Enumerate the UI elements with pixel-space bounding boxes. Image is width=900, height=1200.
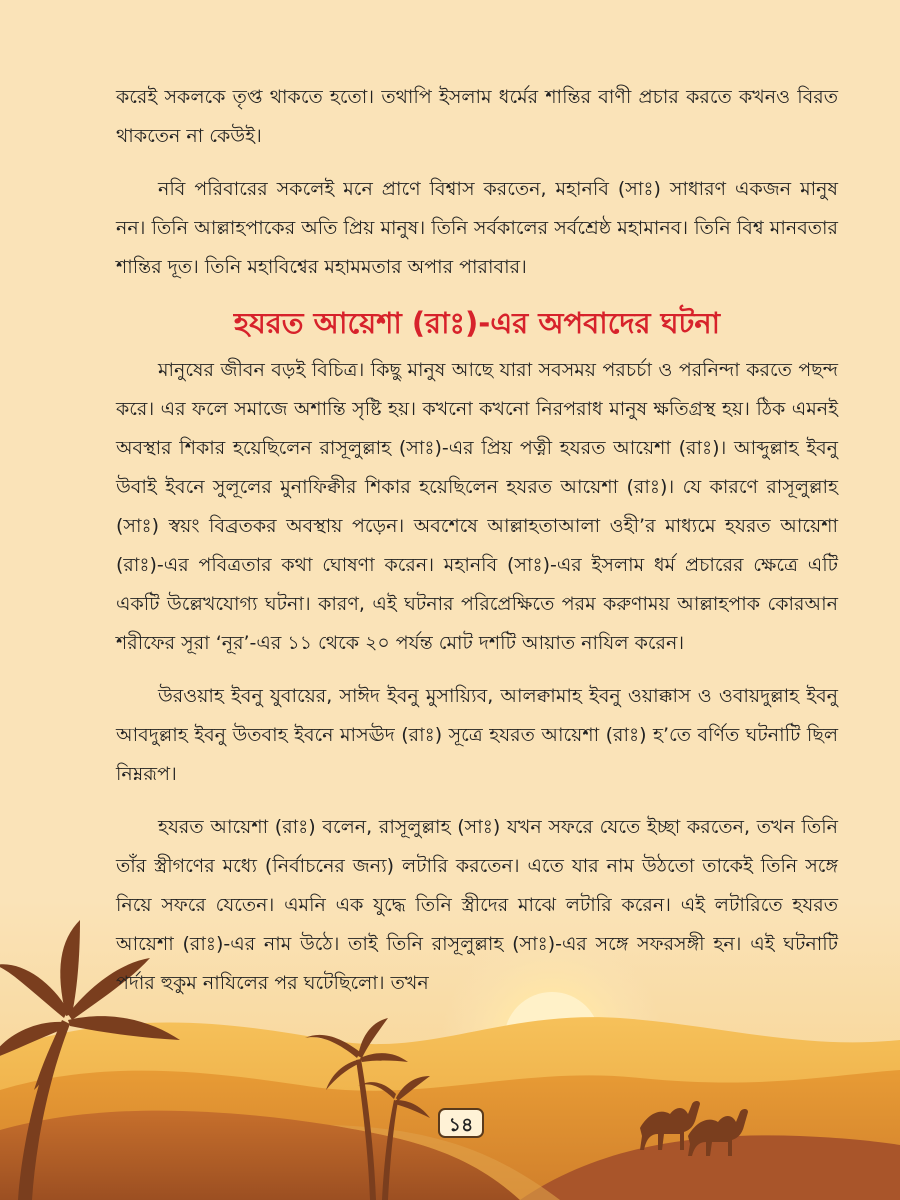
paragraph: নবি পরিবারের সকলেই মনে প্রাণে বিশ্বাস করতেন, মহানবি (সাঃ) সাধারণ একজন মানুষ নন। তিনি আল্লাহপাকের অতি প্রিয় মানুষ। তিনি সর্বকালের সর্বশ্রেষ্ঠ মহামানব। তিনি বিশ্ব মানবতার শান্তির দূত। তিনি মহাবিশ্বের মহামমতার অপার পারাবার। bbox=[116, 178, 838, 278]
paragraph: উরওয়াহ ইবনু যুবায়ের, সাঈদ ইবনু মুসায়্যিব, আলক্বামাহ ইবনু ওয়াক্কাস ও ওবায়দুল্লাহ ইবনু আবদুল্লাহ ইবনু উতবাহ ইবনে মাসঊদ (রাঃ) সূত্রে হযরত আয়েশা (রাঃ) হ’তে বর্ণিত ঘটনাটি ছিল নিম্নরূপ। bbox=[116, 685, 838, 785]
paragraph: হযরত আয়েশা (রাঃ) বলেন, রাসূলুল্লাহ (সাঃ) যখন সফরে যেতে ইচ্ছা করতেন, তখন তিনি তাঁর স্ত্রীগণের মধ্যে (নির্বাচনের জন্য) লটারি করতেন। এতে যার নাম উঠতো তাকেই তিনি সঙ্গে নিয়ে সফরে যেতেন। এমনি এক যুদ্ধে তিনি স্ত্রীদের মাঝে লটারি করেন। এই লটারিতে হযরত আয়েশা (রাঃ)-এর নাম উঠে। তাই তিনি রাসূলুল্লাহ (সাঃ)-এর সঙ্গে সফরসঙ্গী হন। এই ঘটনাটি পর্দার হুকুম নাযিলের পর ঘটেছিলো। তখন bbox=[116, 816, 838, 994]
page-text bbox=[116, 78, 838, 1017]
paragraph: করেই সকলকে তৃপ্ত থাকতে হতো। তথাপি ইসলাম ধর্মের শান্তির বাণী প্রচার করতে কখনও বিরত থাকতেন না কেউই। bbox=[116, 86, 838, 147]
section-heading: হযরত আয়েশা (রাঃ)-এর অপবাদের ঘটনা bbox=[233, 306, 721, 340]
page-number: ১৪ bbox=[438, 1108, 484, 1138]
paragraph: মানুষের জীবন বড়ই বিচিত্র। কিছু মানুষ আছে যারা সবসময় পরচর্চা ও পরনিন্দা করতে পছন্দ করে। এর ফলে সমাজে অশান্তি সৃষ্টি হয়। কখনো কখনো নিরপরাধ মানুষ ক্ষতিগ্রস্থ হয়। ঠিক এমনই অবস্থার শিকার হয়েছিলেন রাসূলুল্লাহ (সাঃ)-এর প্রিয় পত্নী হযরত আয়েশা (রাঃ)। আব্দুল্লাহ ইবনু উবাই ইবনে সুলূলের মুনাফিক্বীর শিকার হয়েছিলেন হযরত আয়েশা (রাঃ)। যে কারণে রাসূলুল্লাহ (সাঃ) স্বয়ং বিব্রতকর অবস্থায় পড়েন। অবশেষে আল্লাহতাআলা ওহী’র মাধ্যমে হযরত আয়েশা (রাঃ)-এর পবিত্রতার কথা ঘোষণা করেন। মহানবি (সাঃ)-এর ইসলাম ধর্ম প্রচারের ক্ষেত্রে এটি একটি উল্লেখযোগ্য ঘটনা। কারণ, এই ঘটনার পরিপ্রেক্ষিতে পরম করুণাময় আল্লাহপাক কোরআন শরীফের সূরা ‘নূর’-এর ১১ থেকে ২০ পর্যন্ত মোট দশটি আয়াত নাযিল করেন। bbox=[116, 359, 838, 654]
